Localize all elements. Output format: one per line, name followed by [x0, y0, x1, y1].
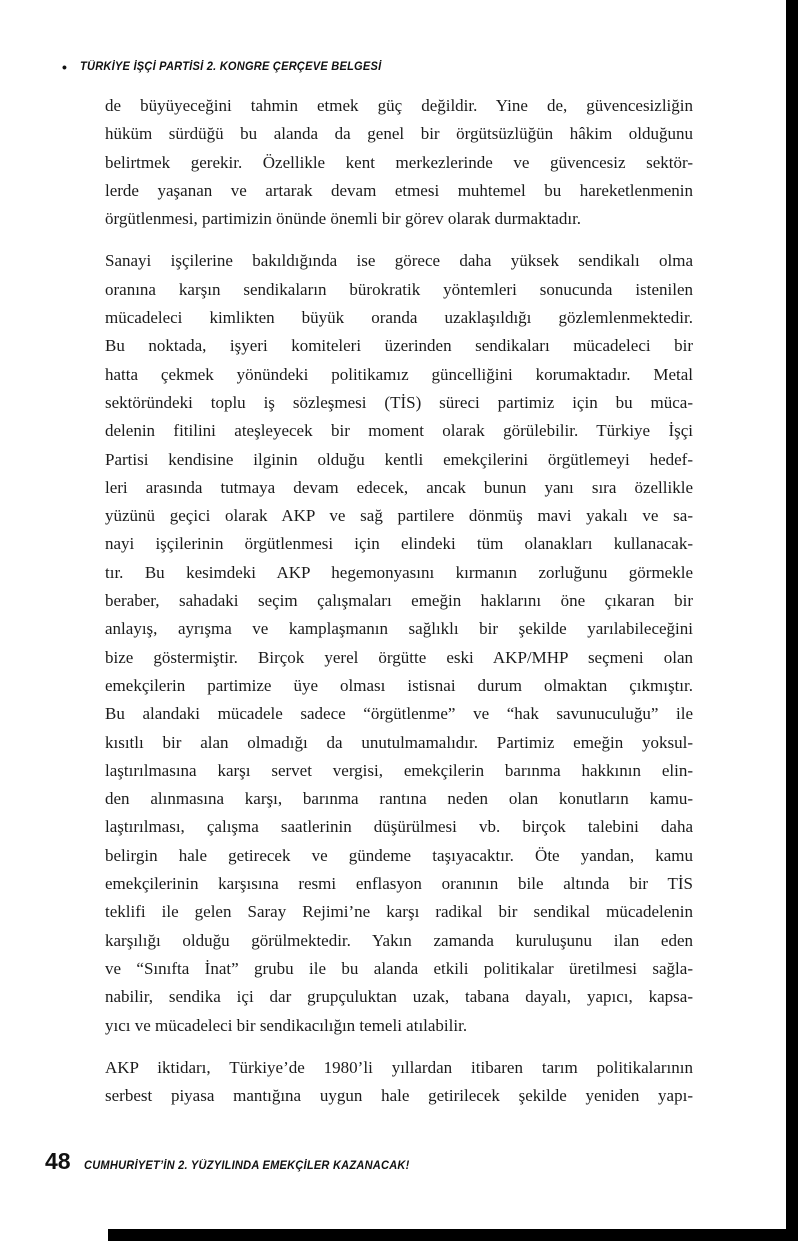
text-line: yüzünü geçici olarak AKP ve sağ partilere dönmüş mavi yakalı ve sa- — [105, 506, 693, 526]
paragraph — [105, 247, 693, 1039]
text-line: bize göstermiştir. Birçok yerel örgütte eski AKP/MHP seçmeni olan — [105, 647, 693, 667]
page-footer — [45, 1148, 685, 1175]
text-line: nayi işçilerinin örgütlenmesi için elindeki tüm olanakları kullanacak- — [105, 534, 693, 554]
text-line: delenin fitilini ateşleyecek bir moment olarak görülebilir. Türkiye İşçi — [105, 421, 693, 441]
text-line: anlayış, ayrışma ve kamplaşmanın sağlıklı bir şekilde yarılabileceğini — [105, 619, 693, 639]
text-line: hatta çekmek yönündeki politikamız güncelliğini korumaktadır. Metal — [105, 364, 693, 384]
text-line: mücadeleci kimlikten büyük oranda uzaklaşıldığı gözlemlenmektedir. — [105, 308, 693, 328]
text-line: laştırılmasına karşı servet vergisi, emekçilerin barınma hakkının elin- — [105, 760, 693, 780]
text-line: yıcı ve mücadeleci bir sendikacılığın temeli atılabilir. — [105, 1015, 468, 1035]
body-text — [105, 92, 693, 1124]
text-line: emekçilerinin karşısına resmi enflasyon oranının bile altında bir TİS — [105, 874, 693, 894]
text-line: ve “Sınıfta İnat” grubu ile bu alanda etkili politikalar üretilmesi sağla- — [105, 958, 693, 978]
header-title: TÜRKİYE İŞÇİ PARTİSİ 2. KONGRE ÇERÇEVE BELGESİ — [80, 61, 382, 73]
header-bullet-icon: • — [62, 59, 68, 75]
text-line: emekçilerin partimize üye olması istisnai durum olmaktan çıkmıştır. — [105, 675, 693, 695]
text-line: hüküm sürdüğü bu alanda da genel bir örgütsüzlüğün hâkim olduğunu — [105, 124, 693, 144]
text-line: de büyüyeceğini tahmin etmek güç değildir. Yine de, güvencesizliğin — [105, 96, 693, 115]
right-edge-bar — [786, 0, 798, 1241]
text-line: Partisi kendisine ilginin olduğu kentli emekçilerini örgütlemeyi hedef- — [105, 449, 693, 469]
text-line: beraber, sahadaki seçim çalışmaları emeğin haklarını öne çıkaran bir — [105, 591, 693, 611]
text-line: sektöründeki toplu iş sözleşmesi (TİS) süreci partimiz için bu müca- — [105, 392, 693, 412]
text-line: teklifi ile gelen Saray Rejimi’ne karşı radikal bir sendikal mücadelenin — [105, 902, 693, 922]
paragraph — [105, 92, 693, 233]
text-line: den alınmasına karşı, barınma rantına neden olan konutların kamu- — [105, 789, 693, 809]
footer-slogan: CUMHURİYET’İN 2. YÜZYILINDA EMEKÇİLER KAZANACAK! — [83, 1160, 410, 1172]
text-line: serbest piyasa mantığına uygun hale getirilecek şekilde yeniden yapı- — [105, 1086, 693, 1106]
text-line: Bu alandaki mücadele sadece “örgütlenme” ve “hak savunuculuğu” ile — [105, 704, 693, 724]
text-line: kısıtlı bir alan olmadığı da unutulmamalıdır. Partimiz emeğin yoksul- — [105, 732, 693, 752]
text-line: karşılığı olduğu görülmektedir. Yakın zamanda kuruluşunu ilan eden — [105, 930, 693, 950]
page-number: 48 — [45, 1148, 71, 1174]
text-line: nabilir, sendika içi dar grupçuluktan uzak, tabana dayalı, yapıcı, kapsa- — [105, 987, 693, 1007]
text-line: laştırılması, çalışma saatlerinin düşürülmesi vb. birçok talebini daha — [105, 817, 693, 837]
text-line: lerde yaşanan ve artarak devam etmesi muhtemel bu hareketlenmenin — [105, 180, 693, 200]
text-line: oranına karşın sendikaların bürokratik yöntemleri sonucunda istenilen — [105, 279, 693, 299]
text-line: belirtmek gerekir. Özellikle kent merkezlerinde ve güvencesiz sektör- — [105, 152, 693, 172]
text-line: Sanayi işçilerine bakıldığında ise görece daha yüksek sendikalı olma — [105, 251, 693, 271]
page-header — [62, 60, 394, 74]
text-line: belirgin hale getirecek ve gündeme taşıyacaktır. Öte yandan, kamu — [105, 845, 693, 865]
bottom-edge-bar — [108, 1229, 798, 1241]
text-line: AKP iktidarı, Türkiye’de 1980’li yıllardan itibaren tarım politikalarının — [105, 1057, 693, 1077]
text-line: leri arasında tutmaya devam edecek, ancak bunun yanı sıra özellikle — [105, 477, 693, 497]
text-line: örgütlenmesi, partimizin önünde önemli bir görev olarak durmaktadır. — [105, 209, 582, 229]
paragraph — [105, 1054, 693, 1111]
text-line: Bu noktada, işyeri komiteleri üzerinden sendikaları mücadeleci bir — [105, 336, 693, 356]
text-line: tır. Bu kesimdeki AKP hegemonyasını kırmanın zorluğunu görmekle — [105, 562, 693, 582]
